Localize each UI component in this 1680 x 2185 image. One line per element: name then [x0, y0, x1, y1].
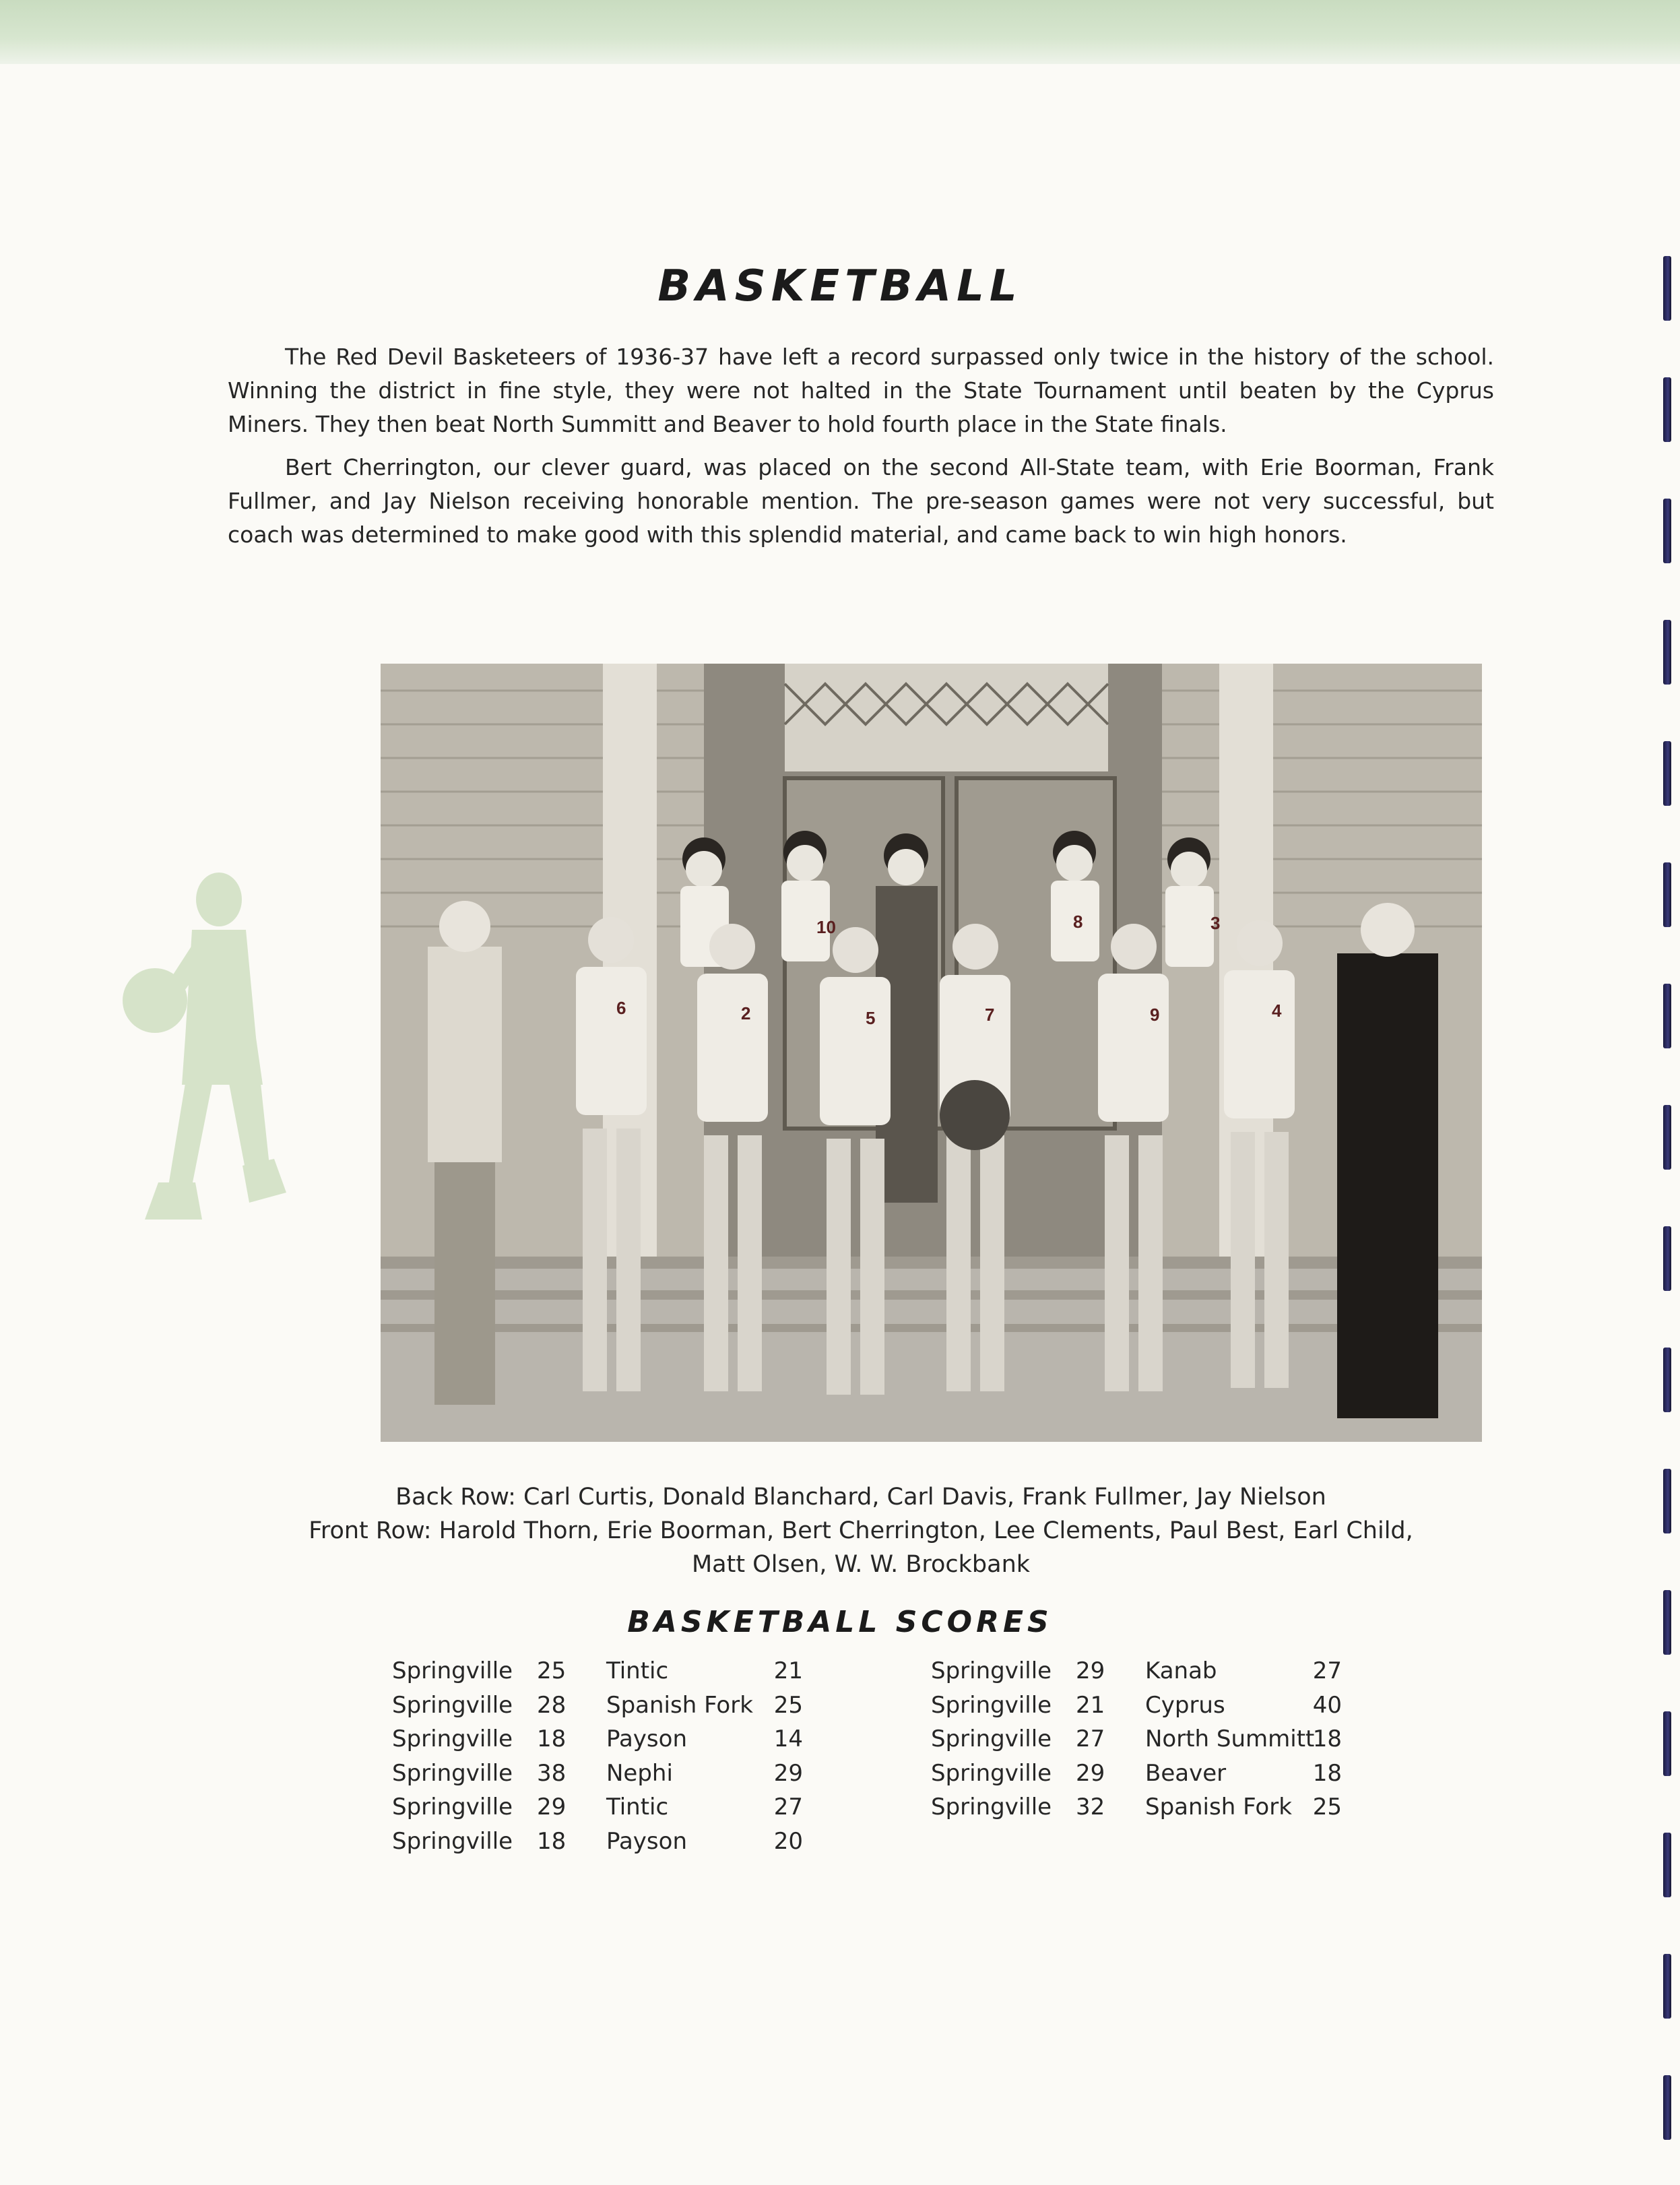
team-photo — [381, 664, 1482, 1442]
opponent-score: 29 — [773, 1759, 803, 1787]
opponent-team: Spanish Fork — [1145, 1794, 1292, 1820]
opponent-team: Cyprus — [1145, 1691, 1225, 1719]
opponent-score: 25 — [1312, 1794, 1342, 1820]
binding-ring — [1663, 1833, 1671, 1897]
home-team: Springville — [392, 1657, 513, 1684]
home-score: 32 — [1076, 1794, 1105, 1820]
opponent-score: 18 — [1312, 1725, 1342, 1752]
home-score: 28 — [537, 1691, 567, 1719]
score-row — [392, 1756, 850, 1791]
score-row — [931, 1688, 1389, 1723]
home-team: Springville — [392, 1794, 513, 1820]
jersey-number: 7 — [985, 1005, 995, 1025]
scores-column-left — [392, 1654, 850, 1858]
scores-title: BASKETBALL SCORES — [627, 1605, 1053, 1639]
jersey-number: 2 — [741, 1003, 751, 1023]
opponent-score: 14 — [773, 1725, 803, 1752]
intro-paragraph: The Red Devil Basketeers of 1936-37 have left a record surpassed only twice in the history of the school. Winning the district in fine style, they were not halted in the State Tournament until beaten by the Cyprus Miners. They then beat North Summitt and Beaver to hold fourth place in the State finals. — [228, 344, 1494, 437]
page-title: BASKETBALL — [657, 261, 1023, 311]
binding-ring — [1663, 1469, 1671, 1533]
jersey-number: 5 — [866, 1008, 876, 1028]
jersey-number: 8 — [1073, 912, 1083, 932]
opponent-score: 27 — [1312, 1657, 1342, 1684]
opponent-team: Beaver — [1145, 1759, 1227, 1787]
page-top-border — [0, 0, 1680, 64]
home-score: 21 — [1076, 1691, 1105, 1719]
home-team: Springville — [392, 1759, 513, 1787]
home-score: 29 — [1076, 1759, 1105, 1787]
score-row — [392, 1688, 850, 1723]
score-row — [931, 1790, 1389, 1825]
home-score: 18 — [537, 1725, 567, 1752]
binding-ring — [1663, 1105, 1671, 1170]
score-row — [392, 1790, 850, 1825]
binding-ring — [1663, 1711, 1671, 1776]
opponent-team: Payson — [606, 1827, 687, 1855]
score-row — [931, 1722, 1389, 1756]
jersey-number: 10 — [816, 917, 836, 937]
score-row — [392, 1654, 850, 1688]
caption-back-row: Back Row: Carl Curtis, Donald Blanchard, Carl Davis, Frank Fullmer, Jay Nielson — [395, 1484, 1326, 1511]
caption-front-row-cont: Matt Olsen, W. W. Brockbank — [691, 1551, 1031, 1578]
opponent-team: Spanish Fork — [606, 1691, 753, 1719]
opponent-score: 21 — [773, 1657, 803, 1684]
opponent-score: 27 — [773, 1794, 803, 1820]
binding-ring — [1663, 2075, 1671, 2140]
jersey-number: 9 — [1150, 1005, 1160, 1025]
binding-ring — [1663, 499, 1671, 563]
binding-ring — [1663, 862, 1671, 927]
home-score: 18 — [537, 1827, 567, 1855]
home-team: Springville — [931, 1657, 1052, 1684]
opponent-score: 20 — [773, 1827, 803, 1855]
score-row — [931, 1654, 1389, 1688]
opponent-score: 18 — [1312, 1759, 1342, 1787]
basketball-icon — [940, 1080, 1010, 1150]
opponent-score: 25 — [773, 1691, 803, 1719]
photo-caption — [228, 1480, 1494, 1581]
home-score: 29 — [1076, 1657, 1105, 1684]
home-score: 27 — [1076, 1725, 1105, 1752]
score-row — [392, 1825, 850, 1859]
home-team: Springville — [392, 1725, 513, 1752]
binding-ring — [1663, 1226, 1671, 1291]
intro-text — [228, 340, 1494, 561]
binding-ring — [1663, 1348, 1671, 1412]
binding-ring — [1663, 620, 1671, 685]
binding-ring — [1663, 1954, 1671, 2019]
jersey-number: 3 — [1210, 913, 1221, 933]
home-team: Springville — [931, 1725, 1052, 1752]
score-row — [931, 1756, 1389, 1791]
binding-ring — [1663, 377, 1671, 442]
opponent-team: North Summitt — [1145, 1725, 1315, 1752]
opponent-team: Nephi — [606, 1759, 673, 1787]
home-score: 38 — [537, 1759, 567, 1787]
home-team: Springville — [931, 1759, 1052, 1787]
home-score: 29 — [537, 1794, 567, 1820]
caption-front-row: Front Row: Harold Thorn, Erie Boorman, Bert Cherrington, Lee Clements, Paul Best, Earl Child, — [309, 1517, 1413, 1544]
opponent-team: Kanab — [1145, 1657, 1217, 1684]
opponent-score: 40 — [1312, 1691, 1342, 1719]
home-team: Springville — [392, 1827, 513, 1855]
binding-ring — [1663, 984, 1671, 1048]
intro-paragraph: Bert Cherrington, our clever guard, was placed on the second All-State team, with Erie Boorman, Frank Fullmer, and Jay Nielson receiving honorable mention. The pre-season games were not very successful, but coach was determined to make good with this splendid material, and came back to win high honors. — [228, 454, 1494, 548]
jersey-number: 6 — [616, 998, 626, 1018]
home-team: Springville — [392, 1691, 513, 1719]
binding-ring — [1663, 741, 1671, 806]
score-row — [392, 1722, 850, 1756]
basketball-player-watermark-icon — [118, 869, 320, 1246]
jersey-number: 4 — [1272, 1001, 1282, 1021]
opponent-team: Tintic — [606, 1794, 669, 1820]
home-team: Springville — [931, 1794, 1052, 1820]
home-team: Springville — [931, 1691, 1052, 1719]
scores-column-right — [931, 1654, 1389, 1825]
opponent-team: Payson — [606, 1725, 687, 1752]
opponent-team: Tintic — [606, 1657, 669, 1684]
spiral-binding — [1660, 256, 1680, 2185]
home-score: 25 — [537, 1657, 567, 1684]
